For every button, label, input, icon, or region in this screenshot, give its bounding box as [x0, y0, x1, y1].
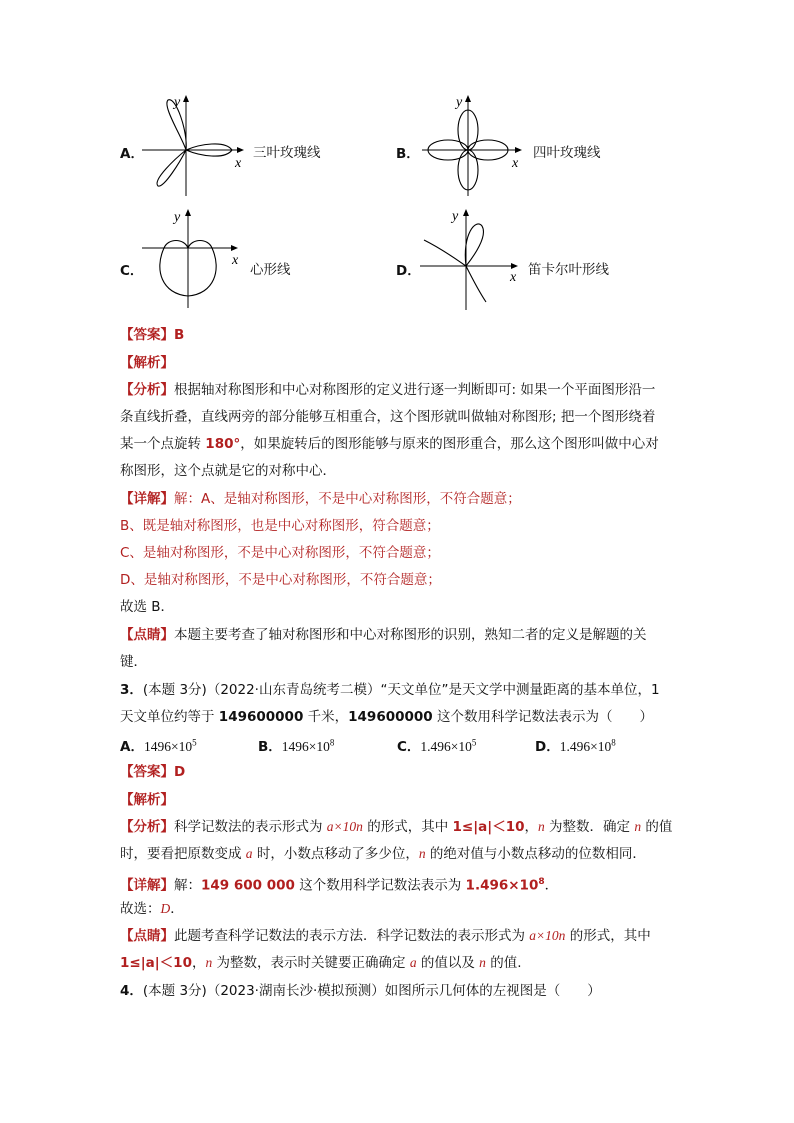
- q4-header: 4．(本题 3分)（2023·湖南长沙·模拟预测）如图所示几何体的左视图是（ ）: [120, 983, 601, 999]
- cardioid-figure: [140, 206, 250, 312]
- option-c-name: 心形线: [250, 262, 291, 278]
- q3-option-a: A．$1496\times 10^5$: [120, 737, 197, 755]
- three-leaf-rose-figure: [140, 92, 250, 198]
- q3-option-c: C．$1.496\times 10^5$: [397, 737, 477, 755]
- option-a-letter: A．: [120, 146, 144, 162]
- q3-xiangjie-line: 【详解】解：149 600 000 这个数用科学记数法表示为 $1.496\times 10^8$．: [120, 877, 559, 894]
- answer-value: B: [174, 327, 185, 343]
- q3-fenxi-line-1: 【分析】科学记数法的表示形式为 a×10n 的形式，其中 1≤|a|＜10，n 为整数．确定 n 的值: [120, 819, 673, 835]
- q3-choose-line: 故选：D．: [120, 901, 184, 917]
- q3-stem-line-2: 天文单位约等于 149600000 千米，149600000 这个数用科学记数法表示为（ ）: [120, 709, 653, 725]
- x-axis-label: x: [232, 253, 239, 268]
- q2-choose-line: 故选 B．: [120, 599, 175, 615]
- option-c-letter: C．: [120, 263, 144, 279]
- q2-dianjing-line-2: 键．: [120, 654, 147, 670]
- q2-dianjing-line-1: 【点睛】本题主要考查了轴对称图形和中心对称图形的识别，熟知二者的定义是解题的关: [120, 627, 647, 643]
- q2-xiangjie-line-4: D、是轴对称图形，不是中心对称图形，不符合题意；: [120, 572, 441, 588]
- answer-tag: 【答案】: [120, 327, 174, 343]
- xiangjie-tag: 【详解】: [120, 491, 174, 507]
- y-axis-label: y: [174, 95, 181, 110]
- q2-fenxi-line-3: 某一个点旋转 180°，如果旋转后的图形能够与原来的图形重合，那么这个图形叫做中心对: [120, 436, 659, 452]
- q3-dianjing-line-1: 【点睛】此题考查科学记数法的表示方法．科学记数法的表示形式为 a×10n 的形式，其中: [120, 928, 651, 944]
- option-a-name: 三叶玫瑰线: [253, 145, 321, 161]
- y-axis-label: y: [174, 210, 181, 225]
- q3-fenxi-line-2: 时，要看把原数变成 a 时，小数点移动了多少位，n 的绝对值与小数点移动的位数相同．: [120, 846, 646, 862]
- q2-fenxi-line-1: 【分析】根据轴对称图形和中心对称图形的定义进行逐一判断即可: 如果一个平面图形沿一: [120, 382, 656, 398]
- q2-answer-line: [120, 325, 184, 345]
- q2-xiangjie-line-2: B、既是轴对称图形，也是中心对称图形，符合题意；: [120, 518, 440, 534]
- option-d-name: 笛卡尔叶形线: [528, 262, 609, 278]
- q3-option-d: D．$1.496\times 10^8$: [535, 737, 616, 755]
- x-axis-label: x: [512, 156, 519, 171]
- x-axis-label: x: [510, 270, 517, 285]
- q2-analysis-tag: 【解析】: [120, 355, 174, 371]
- q2-fenxi-line-2: 条直线折叠，直线两旁的部分能够互相重合，这个图形就叫做轴对称图形; 把一个图形绕着: [120, 409, 656, 425]
- q2-fenxi-line-4: 称图形，这个点就是它的对称中心．: [120, 463, 336, 479]
- q3-dianjing-line-2: 1≤|a|＜10，n 为整数，表示时关键要正确确定 a 的值以及 n 的值.: [120, 955, 522, 971]
- option-d-letter: D．: [396, 263, 421, 279]
- q3-answer-line: 【答案】D: [120, 764, 186, 780]
- q2-xiangjie-line-1: 【详解】解：A、是轴对称图形，不是中心对称图形，不符合题意；: [120, 491, 521, 507]
- option-b-name: 四叶玫瑰线: [533, 145, 601, 161]
- y-axis-label: y: [456, 95, 463, 110]
- four-leaf-rose-figure: [420, 92, 530, 198]
- q3-analysis-tag: 【解析】: [120, 792, 174, 808]
- answer-value: D: [174, 764, 186, 780]
- folium-of-descartes-figure: [416, 206, 528, 312]
- q3-option-b: B．$1496\times 10^8$: [258, 737, 335, 755]
- fenxi-tag: 【分析】: [120, 382, 174, 398]
- option-b-letter: B．: [396, 146, 420, 162]
- y-axis-label: y: [452, 209, 459, 224]
- q3-header: 3．(本题 3分)（2022·山东青岛统考二模）“天文单位”是天文学中测量距离的基本单位，1: [120, 682, 660, 698]
- dianjing-tag: 【点睛】: [120, 627, 174, 643]
- x-axis-label: x: [235, 156, 242, 171]
- q2-xiangjie-line-3: C、是轴对称图形，不是中心对称图形，不符合题意；: [120, 545, 440, 561]
